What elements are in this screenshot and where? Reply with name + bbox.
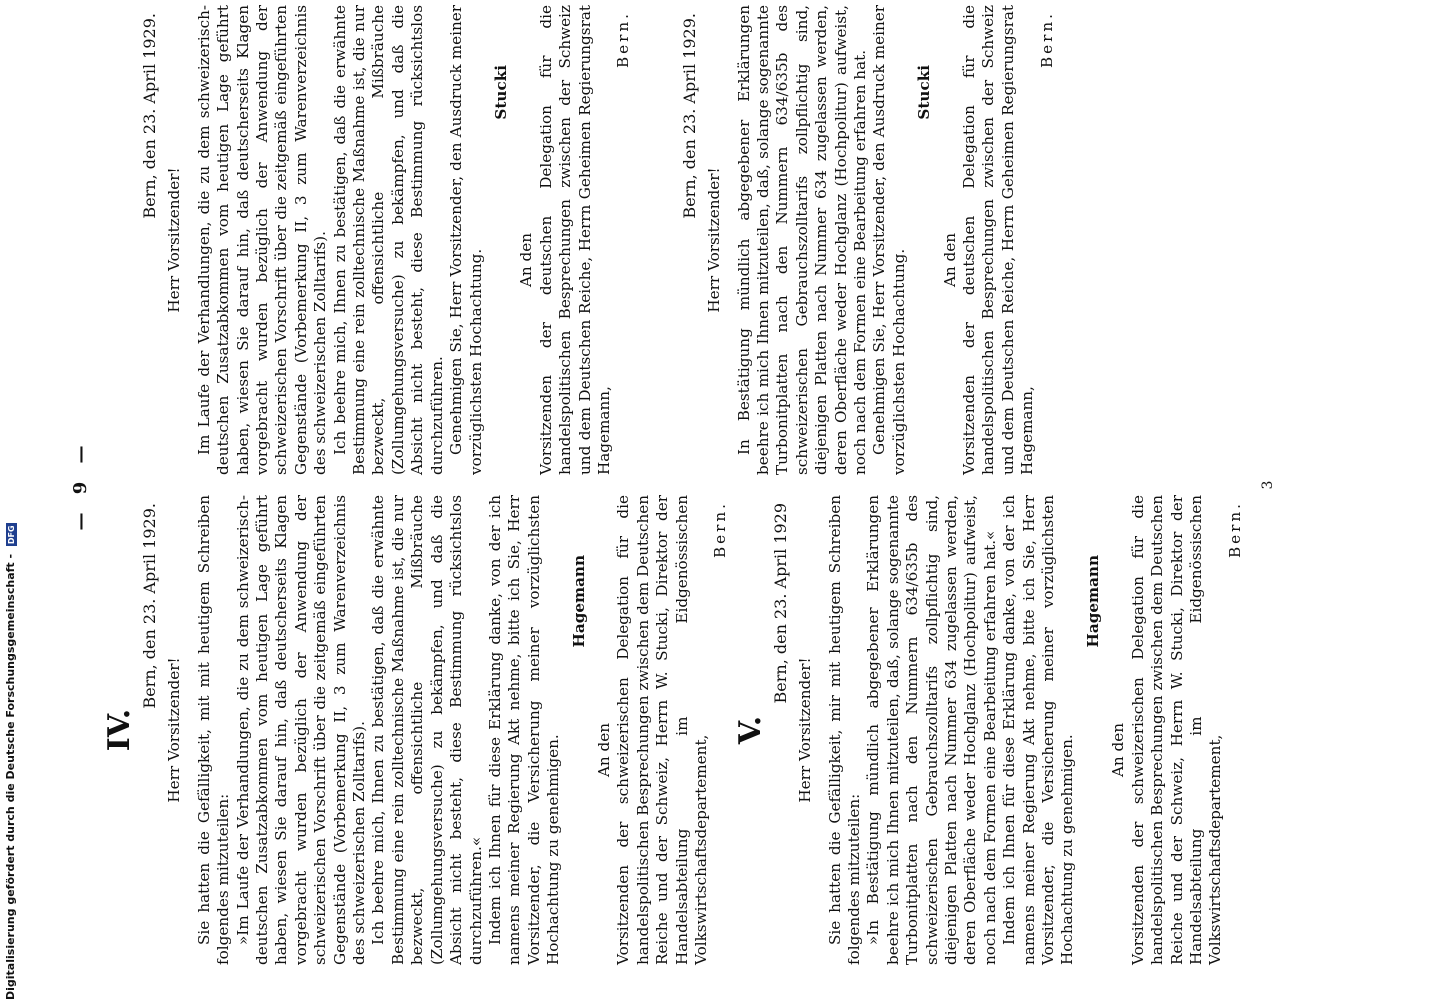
signature: Hagemann xyxy=(1083,555,1102,648)
address-block xyxy=(941,5,1057,475)
address-block xyxy=(595,495,731,965)
address-an-den: An den xyxy=(940,232,959,288)
paragraph: In Bestätigung mündlich abgegebener Erklärungen beehre ich mich Ihnen mitzuteilen, daß, solange sogenannte Turbonitplatten nach den Nummern 634/635b des schweizerischen Gebrauchszolltarifs zollpflichtig sind, diejenigen Platten nach Nummer 634 zugelassen werden, deren Oberfläche weder Hochglanz (Hochpolitur) aufweist, noch nach dem Formen eine Bearbeitung erfahren hat. xyxy=(734,5,869,475)
letter-salutation: Herr Vorsitzender! xyxy=(165,657,184,803)
signature: Stucki xyxy=(915,65,934,120)
signature: Stucki xyxy=(491,65,510,120)
letter-date: Bern, den 23. April 1929. xyxy=(140,503,159,709)
address-an-den: An den xyxy=(594,722,613,778)
paragraph: Ich beehre mich, Ihnen zu bestätigen, daß die erwähnte Bestimmung eine rein zolltechnische Maßnahme ist, die nur bezweckt, offensichtliche Mißbräuche (Zollumgehungsversuche) zu bekämpfen, und daß die Absicht nicht besteht, diese Bestimmung rücksichtslos durchzuführen. xyxy=(330,5,446,475)
paragraph: Genehmigen Sie, Herr Vorsitzender, den Ausdruck meiner vorzüglichsten Hochachtung. xyxy=(447,5,485,475)
left-column xyxy=(100,495,1245,965)
paragraph: Sie hatten die Gefälligkeit, mir mit heutigem Schreiben folgendes mitzuteilen: xyxy=(825,495,863,965)
paragraph: Sie hatten die Gefälligkeit, mit mit heutigem Schreiben folgendes mitzuteilen: xyxy=(194,495,233,965)
spacer xyxy=(634,5,680,475)
address-block xyxy=(1109,495,1245,965)
paragraph: Genehmigen Sie, Herr Vorsitzender, den Ausdruck meiner vorzüglichsten Hochachtung. xyxy=(870,5,908,475)
address-an-den: An den xyxy=(1109,722,1128,778)
dfg-logo-icon: DFG xyxy=(6,525,16,545)
signature: Hagemann xyxy=(569,555,588,648)
digitization-note xyxy=(4,523,17,1000)
letter-salutation: Herr Vorsitzender! xyxy=(796,657,815,803)
paragraph: »In Bestätigung mündlich abgegebener Erklärungen beehre ich mich Ihnen mitzuteilen, daß, solange sogenannte Turbonitplatten nach den Nummern 634/635b des schweizerischen Gebrauchszolltarifs zollpflichtig sind, diejenigen Platten nach Nummer 634 zugelassen werden, deren Oberfläche weder Hochglanz (Hochpolitur) aufweist, noch nach dem Formen eine Bearbeitung erfahren hat.« xyxy=(864,495,999,965)
letter-salutation: Herr Vorsitzender! xyxy=(165,167,184,313)
address-town: Bern. xyxy=(1037,11,1056,69)
paragraph: Indem ich Ihnen für diese Erklärung danke, von der ich namens meiner Regierung Akt nehme, bitte ich Sie, Herr Vorsitzender, die Versicherung meiner vorzüglichsten Hochachtung zu genehmigen. xyxy=(485,495,563,965)
address-text: Vorsitzenden der deutschen Delegation für die handelspolitischen Besprechungen zwischen der Schweiz und dem Deutschen Reiche, Herrn Geheimen Regierungsrat Hagemann, xyxy=(960,5,1037,475)
right-column xyxy=(140,5,1057,475)
letter-date: Bern, den 23. April 1929. xyxy=(679,13,699,219)
section-heading-iv: IV. xyxy=(102,708,137,752)
digitization-text: Digitalisierung gefördert durch die Deutsche Forschungsgemeinschaft - xyxy=(4,553,17,1000)
address-town: Bern. xyxy=(1225,501,1244,559)
address-text: Vorsitzenden der deutschen Delegation für die handelspolitischen Besprechungen zwischen der Schweiz und dem Deutschen Reiche, Herrn Geheimen Regierungsrat Hagemann, xyxy=(536,5,613,475)
address-town: Bern. xyxy=(711,501,730,559)
paragraph: Im Laufe der Verhandlungen, die zu dem schweizerisch-deutschen Zusatzabkommen vom heutigen Lage geführt haben, wiesen Sie darauf hin, daß deutscherseits Klagen vorgebracht wurden bezüglich der Anwendung der schweizerischen Vorschrift über die zeitgemäß eingeführten Gegenstände (Vorbemerkung II, 3 zum Warenverzeichnis des schweizerischen Zolltarifs). xyxy=(194,5,330,475)
page-number-header: — 9 — xyxy=(70,439,91,531)
page-footer-number: 3 xyxy=(1260,480,1276,490)
paragraph: »Im Laufe der Verhandlungen, die zu dem schweizerisch-deutschen Zusatzabkommen vom heutigen Lage geführt haben, wiesen Sie darauf hin, daß deutscherseits Klagen vorgebracht wurden bezüglich der Anwendung der schweizerischen Vorschrift über die zeitgemäß eingeführten Gegenstände (Vorbemerkung II, 3 zum Warenverzeichnis des schweizerischen Zolltarifs). xyxy=(233,495,369,965)
letter-date: Bern, den 23. April 1929. xyxy=(140,13,159,219)
address-text: Vorsitzenden der schweizerischen Delegation für die handelspolitischen Besprechungen zwischen dem Deutschen Reiche und der Schweiz, Herrn W. Stucki, Direktor der Handelsabteilung im Eidgenössischen Volkswirtschaftsdepartement, xyxy=(1128,495,1225,965)
paragraph: Ich beehre mich, Ihnen zu bestätigen, daß die erwähnte Bestimmung eine rein zolltechnische Maßnahme ist, die nur bezweckt, offensichtliche Mißbräuche (Zollumgehungsversuche) zu bekämpfen, und daß die Absicht nicht besteht, diese Bestimmung rücksichtslos durchzuführen.« xyxy=(369,495,485,965)
address-town: Bern. xyxy=(614,11,633,69)
address-block xyxy=(517,5,633,475)
paragraph: Indem ich Ihnen für diese Erklärung danke, von der ich namens meiner Regierung Akt nehme, bitte ich Sie, Herr Vorsitzender, die Versicherung meiner vorzüglichsten Hochachtung zu genehmigen. xyxy=(1000,495,1077,965)
rotated-page-content xyxy=(30,0,1320,985)
address-text: Vorsitzenden der schweizerischen Delegation für die handelspolitischen Besprechungen zwischen dem Deutschen Reiche und der Schweiz, Herrn W. Stucki, Direktor der Handelsabteilung im Eidgenössischen Volkswirtschaftsdepartement, xyxy=(614,495,710,965)
letter-salutation: Herr Vorsitzender! xyxy=(705,167,724,313)
letter-date: Bern, den 23. April 1929 xyxy=(770,503,790,704)
address-an-den: An den xyxy=(517,232,536,288)
section-heading-v: V. xyxy=(732,715,768,745)
